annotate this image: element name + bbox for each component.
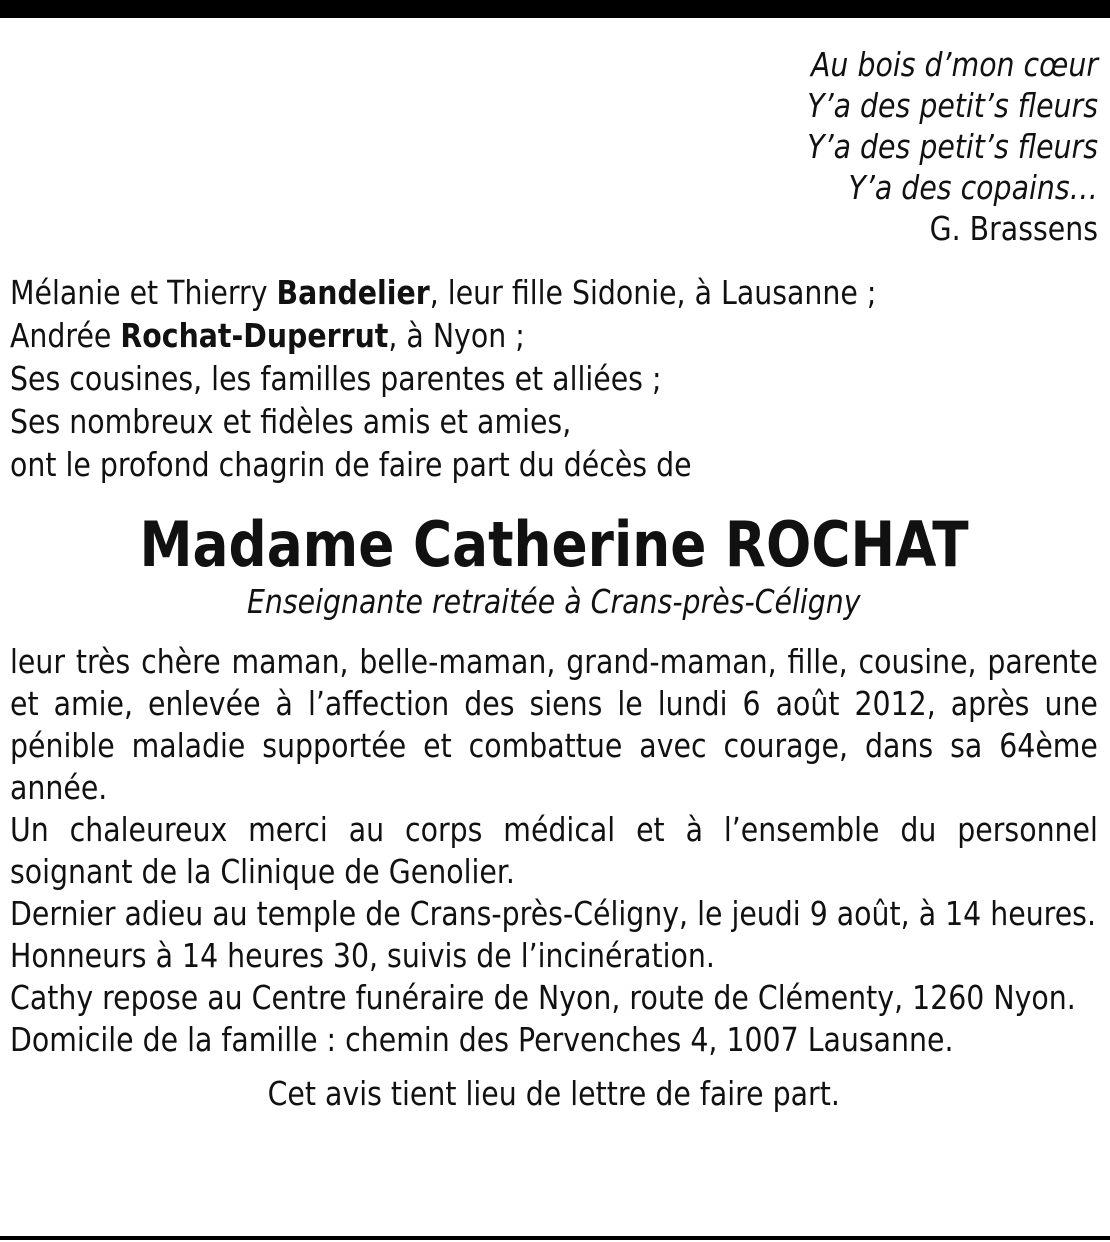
body-paragraph: Un chaleureux merci au corps médical et à l’ensemble du personnel soignant de la Clinique de Genolier. (10, 810, 1098, 891)
poem-author: G. Brassens (929, 209, 1098, 248)
family-line: ont le profond chagrin de faire part du décès de (10, 445, 692, 484)
closing-text: Cet avis tient lieu de lettre de faire part. (267, 1074, 841, 1113)
family-text: , à Nyon ; (388, 316, 525, 355)
family-line: Ses nombreux et fidèles amis et amies, (10, 402, 572, 441)
body-paragraph: Honneurs à 14 heures 30, suivis de l’incinération. (10, 936, 715, 975)
family-text: , leur fille Sidonie, à Lausanne ; (429, 273, 877, 312)
body-paragraph: Domicile de la famille : chemin des Pervenches 4, 1007 Lausanne. (10, 1020, 954, 1059)
body-paragraph: leur très chère maman, belle-maman, grand-maman, fille, cousine, parente et amie, enlevée à l’affection des siens le lundi 6 août 2012, après une pénible maladie supportée et combattue avec courage, dans sa 64ème année. (10, 642, 1098, 807)
family-line (10, 271, 1098, 314)
deceased-name-text: Madame Catherine ROCHAT (139, 508, 969, 581)
poem-line: Y’a des copains… (848, 168, 1098, 207)
family-surname: Bandelier (276, 273, 430, 312)
deceased-title-text: Enseignante retraitée à Crans-près-Céligny (247, 582, 861, 621)
top-rule (0, 0, 1110, 18)
poem-line: Y’a des petit’s fleurs (807, 127, 1098, 166)
bottom-rule (0, 1236, 1110, 1240)
family-surname: Rochat-Duperrut (120, 316, 389, 355)
deceased-title (10, 581, 1098, 623)
family-line (10, 314, 1098, 357)
poem-line: Y’a des petit’s fleurs (807, 86, 1098, 125)
deceased-name (10, 509, 1098, 581)
epigraph-poem (162, 44, 1098, 249)
family-text: Mélanie et Thierry (10, 273, 277, 312)
closing-note (10, 1073, 1098, 1115)
body-paragraph: Dernier adieu au temple de Crans-près-Céligny, le jeudi 9 août, à 14 heures. (10, 894, 1097, 933)
family-text: Andrée (10, 316, 121, 355)
family-list (10, 271, 1098, 486)
obituary-notice (10, 44, 1098, 1115)
body-paragraph: Cathy repose au Centre funéraire de Nyon, route de Clémenty, 1260 Nyon. (10, 978, 1076, 1017)
family-line: Ses cousines, les familles parentes et alliées ; (10, 359, 662, 398)
notice-body (10, 641, 1098, 1061)
poem-line: Au bois d’mon cœur (811, 45, 1098, 84)
